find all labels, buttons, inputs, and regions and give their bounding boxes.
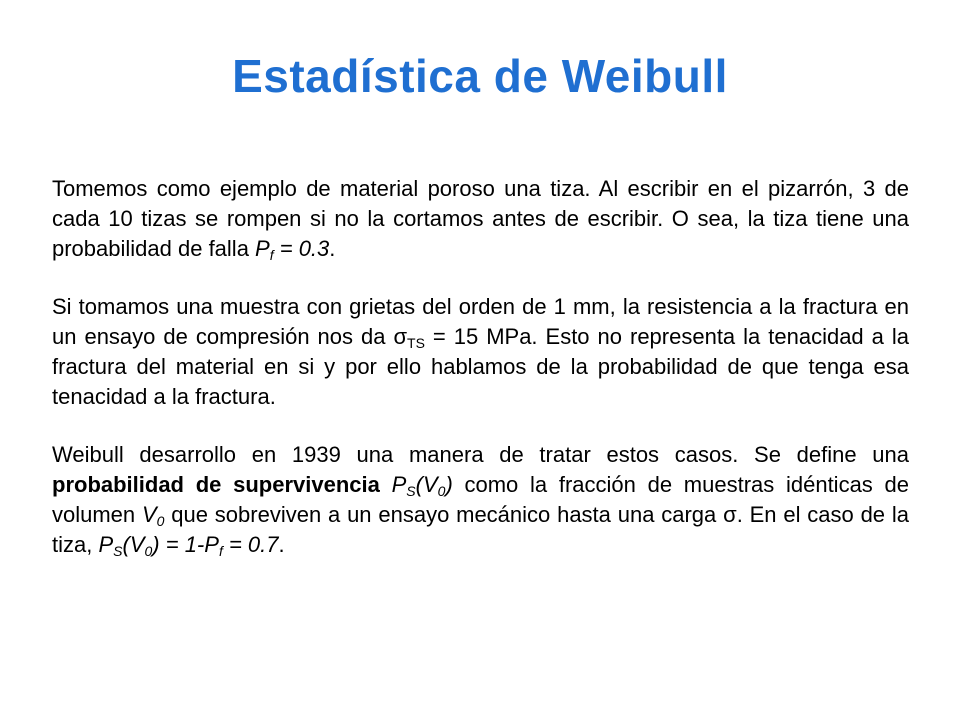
formula-subscript: f: [269, 247, 274, 263]
formula-symbol: ): [445, 472, 453, 497]
paragraph-text: = 15 MPa. Esto no representa la tenacidad a la fractura del material en si y por ello hablamos de la probabilidad de que tenga esa tenacidad a la fractura.: [52, 324, 909, 409]
sigma-symbol: σ: [723, 502, 737, 527]
paragraph-text: Weibull desarrollo en 1939 una manera de tratar estos casos. Se define una: [52, 442, 909, 467]
sigma-symbol: σ: [393, 324, 408, 349]
formula-symbol: P: [391, 472, 407, 497]
formula-subscript: f: [218, 543, 223, 559]
volume-symbol: [142, 502, 164, 527]
sigma-subscript: TS: [407, 335, 425, 351]
paragraph-text: como la fracción de muestras idénticas de volumen: [52, 472, 909, 527]
formula-subscript: 0: [437, 483, 446, 499]
formula-subscript: 0: [156, 513, 165, 529]
paragraph-weibull-definition: [52, 440, 909, 560]
formula-symbol: ) = 1-P: [152, 532, 219, 557]
formula-subscript: S: [113, 543, 123, 559]
bold-term: probabilidad de supervivencia: [52, 472, 380, 497]
chalk-survival-formula: [98, 532, 278, 557]
paragraph-text: .: [329, 236, 336, 261]
paragraph-fracture-test: [52, 292, 909, 412]
formula-subscript: 0: [144, 543, 153, 559]
paragraph-text: .: [278, 532, 285, 557]
formula-value: = 0.7: [222, 532, 279, 557]
paragraph-text: que sobreviven a un ensayo mecánico hasta una carga: [164, 502, 724, 527]
formula-symbol: (V: [122, 532, 145, 557]
formula-symbol: (V: [415, 472, 438, 497]
failure-probability-formula: [255, 236, 329, 261]
formula-symbol: V: [141, 502, 157, 527]
slide-body: [52, 174, 909, 560]
formula-symbol: P: [255, 236, 270, 261]
formula-value: = 0.3: [273, 236, 330, 261]
paragraph-text: Si tomamos una muestra con grietas del orden de 1 mm, la resistencia a la fractura en un ensayo de compresión nos da: [52, 294, 909, 349]
paragraph-text: Tomemos como ejemplo de material poroso una tiza. Al escribir en el pizarrón, 3 de cada 10 tizas se rompen si no la cortamos antes de escribir. O sea, la tiza tiene una probabilidad de falla: [52, 176, 909, 261]
survival-probability-formula: [392, 472, 453, 497]
paragraph-text: . En el caso de la tiza,: [52, 502, 909, 557]
slide-title: Estadística de Weibull: [232, 50, 728, 102]
paragraph-chalk-example: [52, 174, 909, 264]
formula-subscript: S: [406, 483, 416, 499]
formula-symbol: P: [98, 532, 114, 557]
